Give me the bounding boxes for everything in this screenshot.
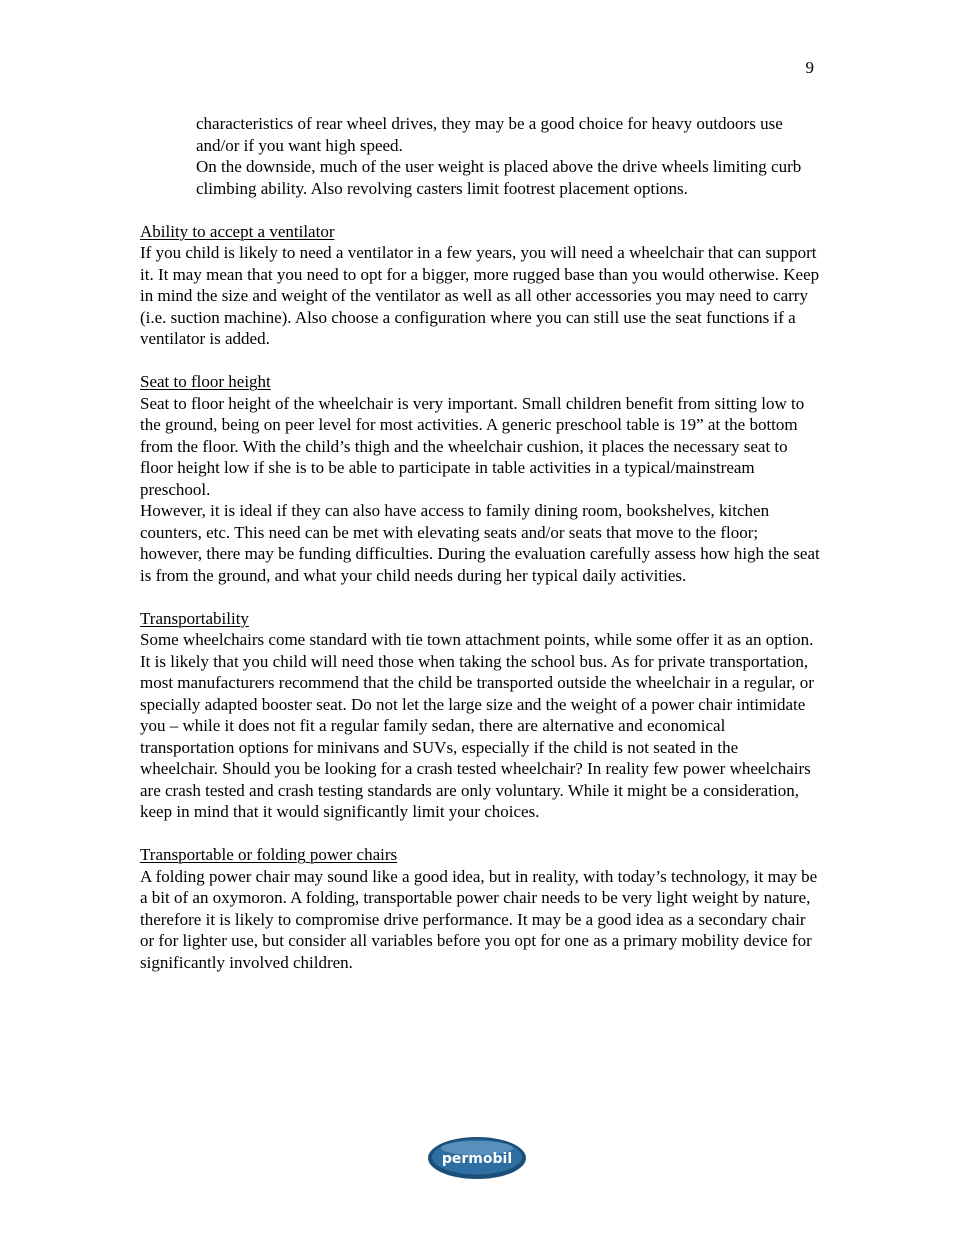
section-paragraph: However, it is ideal if they can also have access to family dining room, bookshelves, kitchen counters, etc. This need can be met with elevating seats and/or seats that move to the floor; however, there may be funding difficulties. During the evaluation carefully assess how high the seat is from the ground, and what your child needs during her typical daily activities.	[140, 501, 820, 585]
page-number: 9	[805, 58, 814, 77]
intro-paragraph: On the downside, much of the user weight is placed above the drive wheels limiting curb climbing ability. Also revolving casters limit footrest placement options.	[196, 157, 802, 198]
section-paragraph: A folding power chair may sound like a good idea, but in reality, with today’s technology, it may be a bit of an oxymoron. A folding, transportable power chair needs to be very light weight by nature, therefore it is likely to compromise drive performance. It may be a good idea as a secondary chair or for lighter use, but consider all variables before you opt for one as a primary mobility device for significantly involved children.	[140, 866, 818, 972]
section-paragraph: If you child is likely to need a ventilator in a few years, you will need a wheelchair that can support it. It may mean that you need to opt for a bigger, more rugged base than you would otherwise. Keep in mind the size and weight of the ventilator as well as all other accessories you may need to carry (i.e. suction machine). Also choose a configuration where you can still use the seat functions if a ventilator is added.	[140, 243, 820, 348]
section-seat-height	[140, 371, 820, 586]
section-heading: Transportable or folding power chairs	[140, 845, 398, 864]
section-paragraph: Seat to floor height of the wheelchair is very important. Small children benefit from sitting low to the ground, being on peer level for most activities. A generic preschool table is 19” at the bottom from the floor. With the child’s thigh and the wheelchair cushion, it places the necessary seat to floor height low if she is to be able to participate in table activities in a typical/mainstream preschool.	[140, 393, 805, 499]
document-body	[140, 113, 820, 973]
section-heading: Ability to accept a ventilator	[140, 221, 335, 241]
section-heading: Transportability	[140, 608, 249, 628]
section-folding-chairs	[140, 844, 820, 973]
intro-block	[196, 113, 820, 199]
section-transportability	[140, 608, 820, 823]
permobil-logo	[427, 1135, 527, 1180]
section-heading: Seat to floor height	[140, 372, 271, 391]
section-paragraph: Some wheelchairs come standard with tie town attachment points, while some offer it as an option. It is likely that you child will need those when taking the school bus. As for private transportation, most manufacturers recommend that the child be transported outside the wheelchair in a regular, or specially adapted booster seat. Do not let the large size and the weight of a power chair intimidate you – while it does not fit a regular family sedan, there are alternative and economical transportation options for minivans and SUVs, especially if the child is not seated in the wheelchair. Should you be looking for a crash tested wheelchair? In reality few power wheelchairs are crash tested and crash testing standards are only voluntary. While it might be a consideration, keep in mind that it would significantly limit your choices.	[140, 630, 814, 821]
intro-paragraph: characteristics of rear wheel drives, they may be a good choice for heavy outdoors use and/or if you want high speed.	[196, 114, 783, 155]
logo-wordmark: permobil	[441, 1151, 513, 1167]
section-ventilator	[140, 221, 820, 350]
